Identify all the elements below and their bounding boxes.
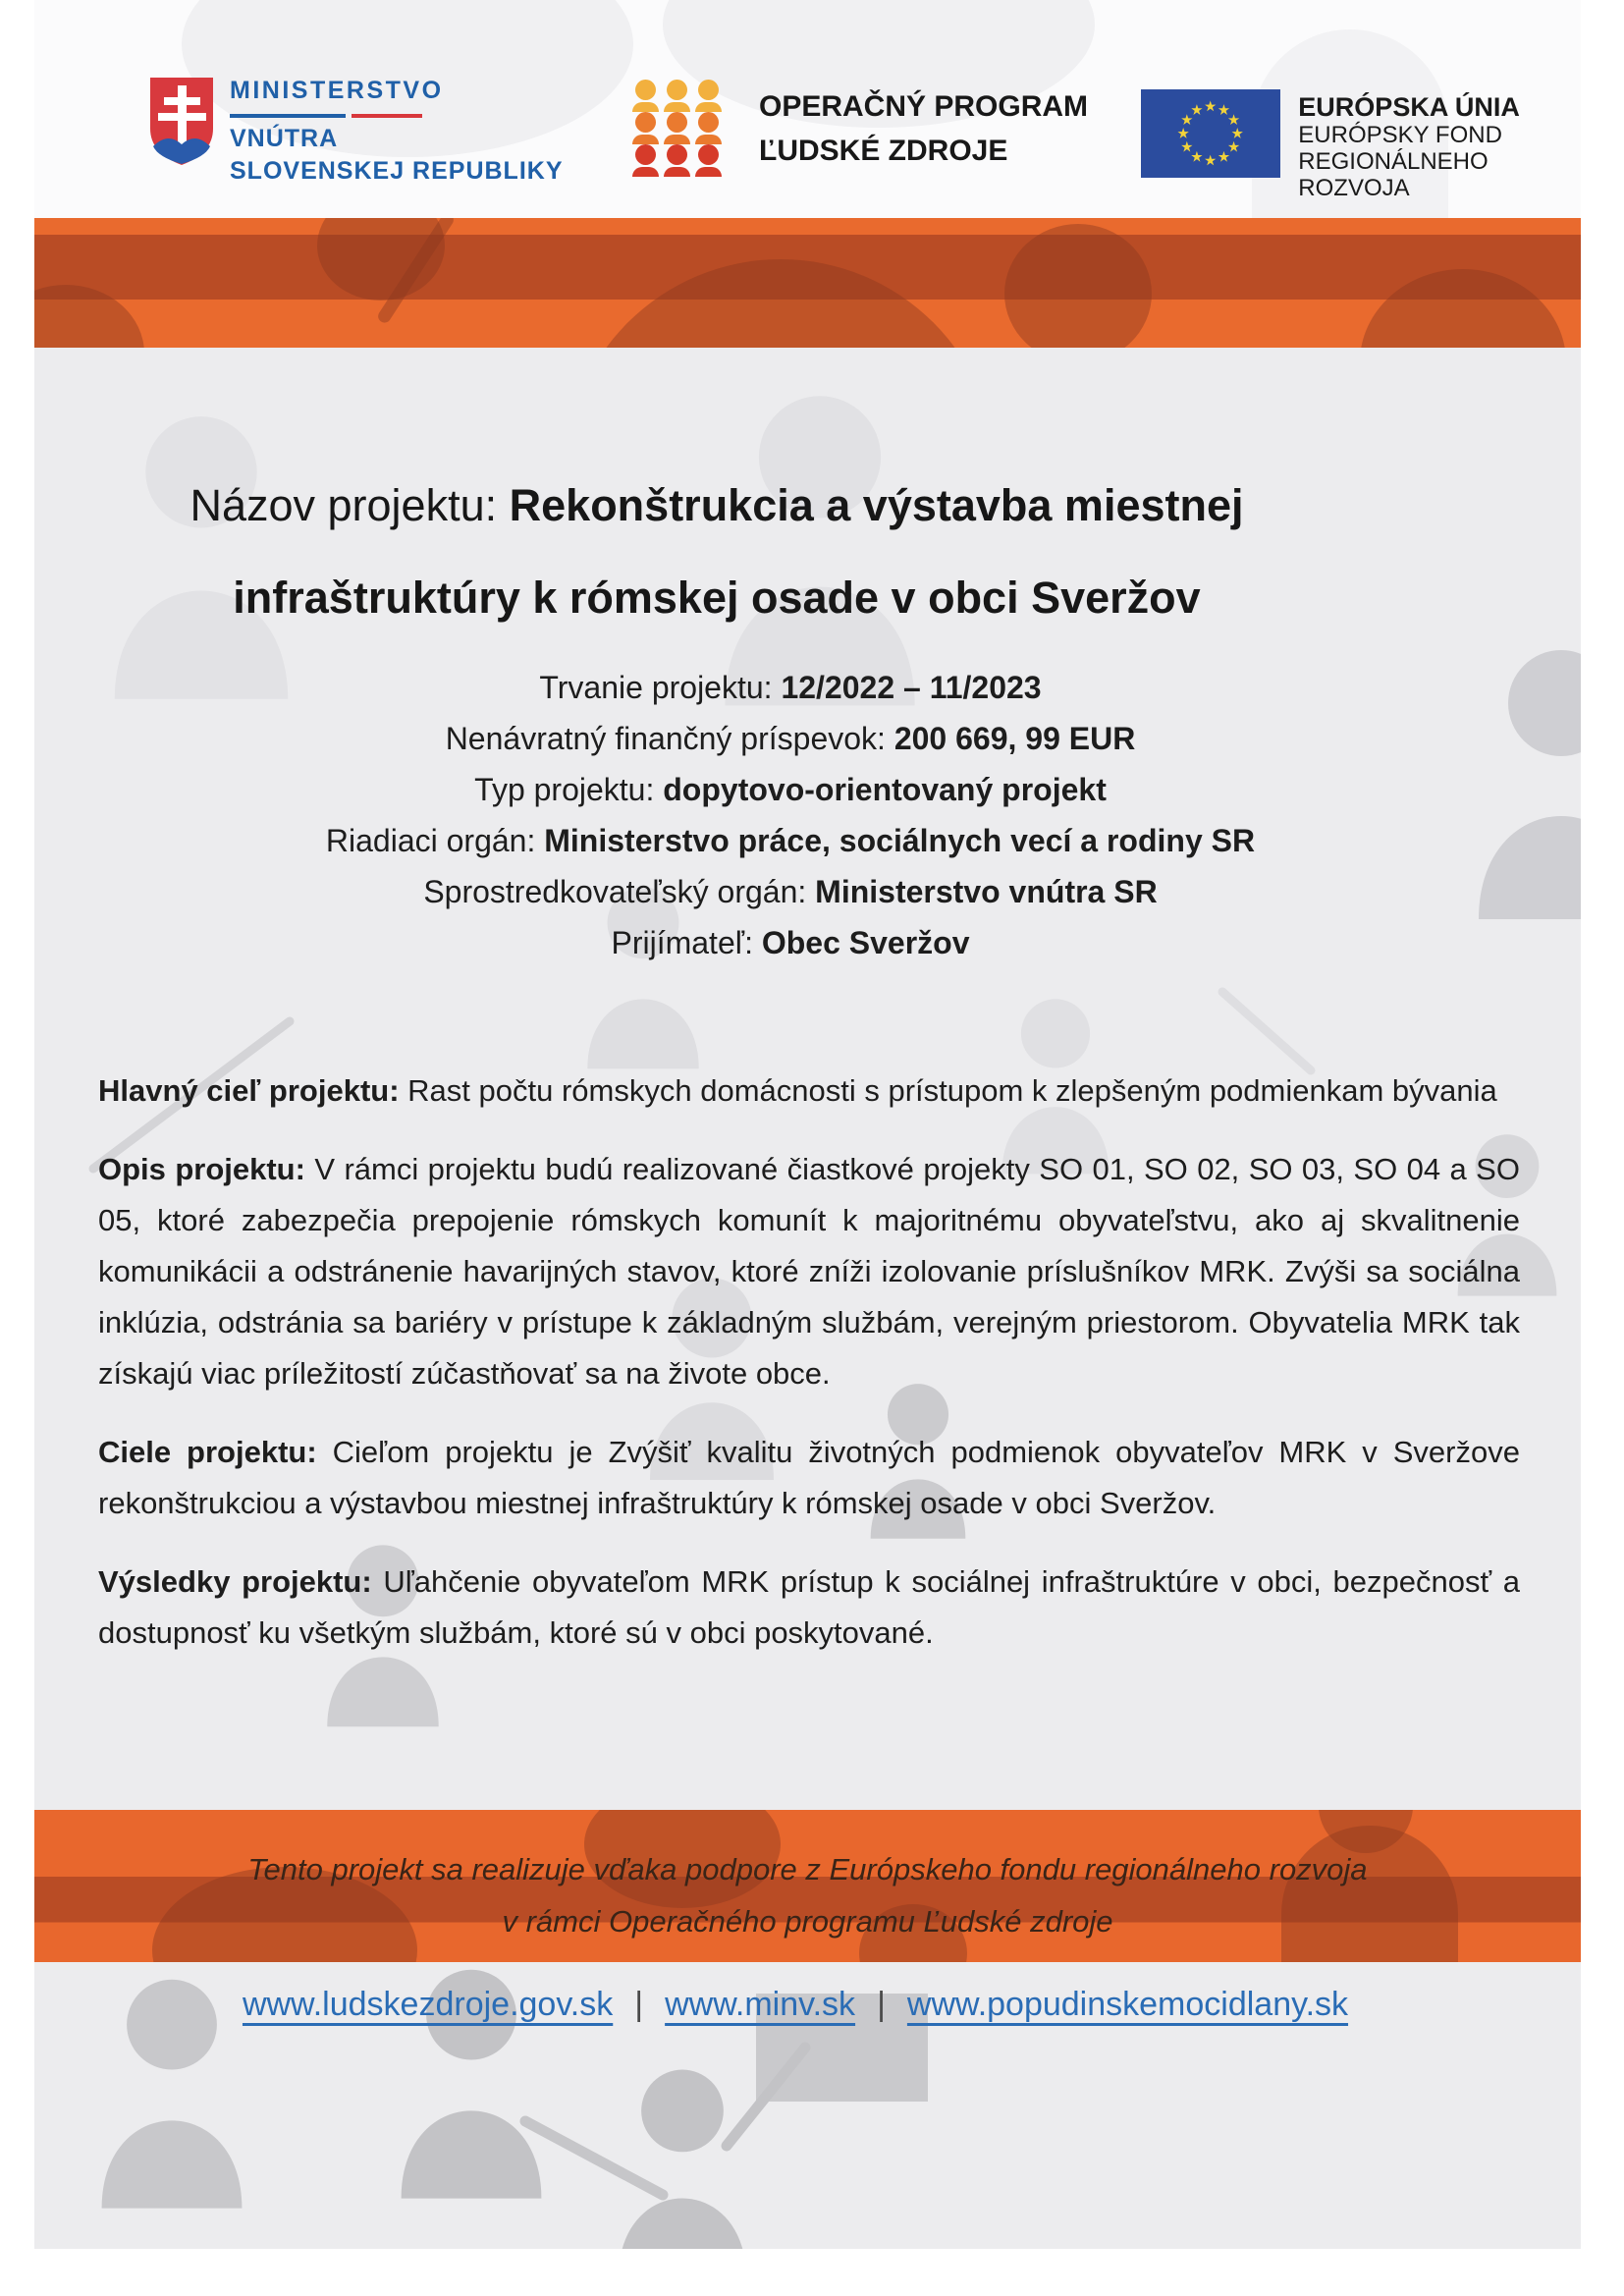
link-popudinskemocidlany[interactable]: www.popudinskemocidlany.sk — [906, 1986, 1349, 2023]
eu-name-line1: EURÓPSKA ÚNIA — [1298, 92, 1520, 122]
paragraph-label: Ciele projektu: — [98, 1435, 317, 1469]
project-title-value: Rekonštrukcia a výstavba miestnej infraštruktúry k rómskej osade v obci Sveržov — [233, 480, 1244, 623]
project-title — [118, 460, 1316, 644]
paragraph-text: V rámci projektu budú realizované čiastkové projekty SO 01, SO 02, SO 03, SO 04 a SO 05, ktoré zabezpečia prepojenie rómskych komunít k majoritnému obyvateľstvu, ako aj skvalitnenie komunikácii a odstránenie havarijných stavov, ktoré zníži izolovanie príslušníkov MRK. Zvýši sa sociálna inklúzia, odstránia sa bariéry v prístupe k základným službám, verejným priestorom. Obyvatelia MRK tak získajú viac príležitostí zúčastňovať sa na živote obce. — [98, 1152, 1520, 1391]
scanned-flyer — [34, 0, 1581, 2249]
link-separator: | — [634, 1986, 644, 2023]
link-minv[interactable]: www.minv.sk — [665, 1986, 856, 2023]
ministry-underline — [230, 114, 422, 118]
paragraph-main-goal — [98, 1066, 1520, 1117]
detail-intermediate-body: Sprostredkovateľský orgán: Ministerstvo vnútra SR — [423, 874, 1158, 909]
paragraph-label: Hlavný cieľ projektu: — [98, 1073, 400, 1108]
oplz-people-grid-icon — [631, 79, 726, 176]
link-ludskezdroje[interactable]: www.ludskezdroje.gov.sk — [242, 1986, 614, 2023]
slovak-coat-of-arms-icon — [147, 75, 216, 168]
program-name-line1: OPERAČNÝ PROGRAM — [759, 90, 1089, 123]
project-description-sections — [98, 1066, 1520, 1686]
ministry-name-line1: MINISTERSTVO — [230, 77, 444, 104]
eu-name-line3: REGIONÁLNEHO ROZVOJA — [1298, 148, 1489, 201]
footer-orange-band — [34, 1810, 1581, 1962]
paragraph-objectives — [98, 1427, 1520, 1529]
paragraph-text: Uľahčenie obyvateľom MRK prístup k sociálnej infraštruktúre v obci, bezpečnosť a dostupnosť ku všetkým službám, ktoré sú v obci poskytované. — [98, 1564, 1521, 1650]
footer-links — [34, 1986, 1556, 2024]
banner-silhouette — [565, 259, 997, 348]
paragraph-label: Výsledky projektu: — [98, 1564, 372, 1599]
detail-managing-authority: Riadiaci orgán: Ministerstvo práce, sociálnych vecí a rodiny SR — [325, 823, 1256, 858]
paragraph-text: Rast počtu rómskych domácnosti s prístupom k zlepšeným podmienkam bývania — [407, 1073, 1497, 1108]
ministry-name-line2: VNÚTRA — [230, 125, 339, 152]
detail-grant-amount: Nenávratný finančný príspevok: 200 669, 99 EUR — [445, 721, 1136, 756]
project-title-label: Názov projektu: — [189, 480, 498, 530]
ministry-name-line3: SLOVENSKEJ REPUBLIKY — [230, 157, 564, 185]
link-separator: | — [877, 1986, 886, 2023]
project-details — [34, 662, 1546, 968]
banner-silhouette — [34, 285, 144, 348]
paragraph-results — [98, 1557, 1520, 1659]
detail-project-type: Typ projektu: dopytovo-orientovaný projekt — [474, 772, 1107, 807]
detail-beneficiary: Prijímateľ: Obec Sveržov — [611, 925, 970, 960]
banner-silhouette — [1360, 269, 1566, 348]
paragraph-description — [98, 1144, 1520, 1399]
banner-silhouette — [1004, 224, 1152, 348]
eu-flag-icon — [1141, 85, 1280, 182]
detail-duration: Trvanie projektu: 12/2022 – 11/2023 — [539, 670, 1042, 705]
paragraph-text: Cieľom projektu je Zvýšiť kvalitu životných podmienok obyvateľov MRK v Sveržove rekonštrukciou a výstavbou miestnej infraštruktúry k rómskej osade v obci Sveržov. — [98, 1435, 1520, 1520]
orange-banner — [34, 218, 1581, 348]
eu-name-line2: EURÓPSKY FOND — [1298, 122, 1502, 148]
funding-note-line2: v rámci Operačného programu Ľudské zdroje — [502, 1904, 1113, 1939]
program-name-line2: ĽUDSKÉ ZDROJE — [759, 135, 1008, 167]
funding-note — [34, 1810, 1581, 1947]
ministry-of-interior-logo — [147, 75, 564, 186]
funding-note-line1: Tento projekt sa realizuje vďaka podpore z Európskeho fondu regionálneho rozvoja — [247, 1852, 1368, 1886]
eu-fund-logo — [1141, 85, 1581, 201]
operational-program-logo — [631, 79, 1088, 176]
paragraph-label: Opis projektu: — [98, 1152, 305, 1186]
